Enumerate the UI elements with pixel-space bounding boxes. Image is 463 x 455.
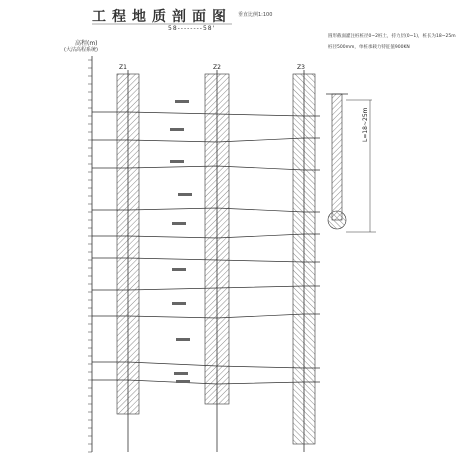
layer-label-mark bbox=[178, 193, 192, 196]
pile-shaft bbox=[332, 94, 342, 220]
layer-label-mark bbox=[172, 268, 186, 271]
borehole-label: Z1 bbox=[119, 64, 127, 71]
layer-label-mark bbox=[172, 222, 186, 225]
pile-length-label: L=18~25m bbox=[362, 107, 369, 142]
design-note-line-1: 圆形截面灌注桩桩径0~2桩土，持力层(0~1)，桩长为18~25m bbox=[328, 34, 456, 39]
layer-label-mark bbox=[176, 380, 190, 383]
scale-note: 垂直比例1:100 bbox=[238, 12, 273, 18]
layer-label-mark bbox=[172, 302, 186, 305]
elevation-scale bbox=[88, 60, 92, 452]
pile-base bbox=[328, 211, 346, 229]
section-label: 58--------58' bbox=[168, 25, 216, 32]
elevation-axis-sublabel: (大沽高程系统) bbox=[64, 47, 98, 53]
layer-annotations bbox=[170, 100, 192, 383]
layer-label-mark bbox=[170, 160, 184, 163]
elevation-axis-label: 高程(m) bbox=[75, 40, 98, 47]
pile-diagram bbox=[326, 94, 376, 232]
design-note-line-2: 桩径500mm，单桩承载力特征值900KN bbox=[328, 45, 410, 50]
borehole-label: Z3 bbox=[297, 64, 305, 71]
layer-label-mark bbox=[170, 128, 184, 131]
drawing-title: 工程地质剖面图 bbox=[92, 9, 232, 25]
layer-label-mark bbox=[175, 100, 189, 103]
layer-label-mark bbox=[176, 338, 190, 341]
borehole-label: Z2 bbox=[213, 64, 221, 71]
layer-label-mark bbox=[174, 372, 188, 375]
